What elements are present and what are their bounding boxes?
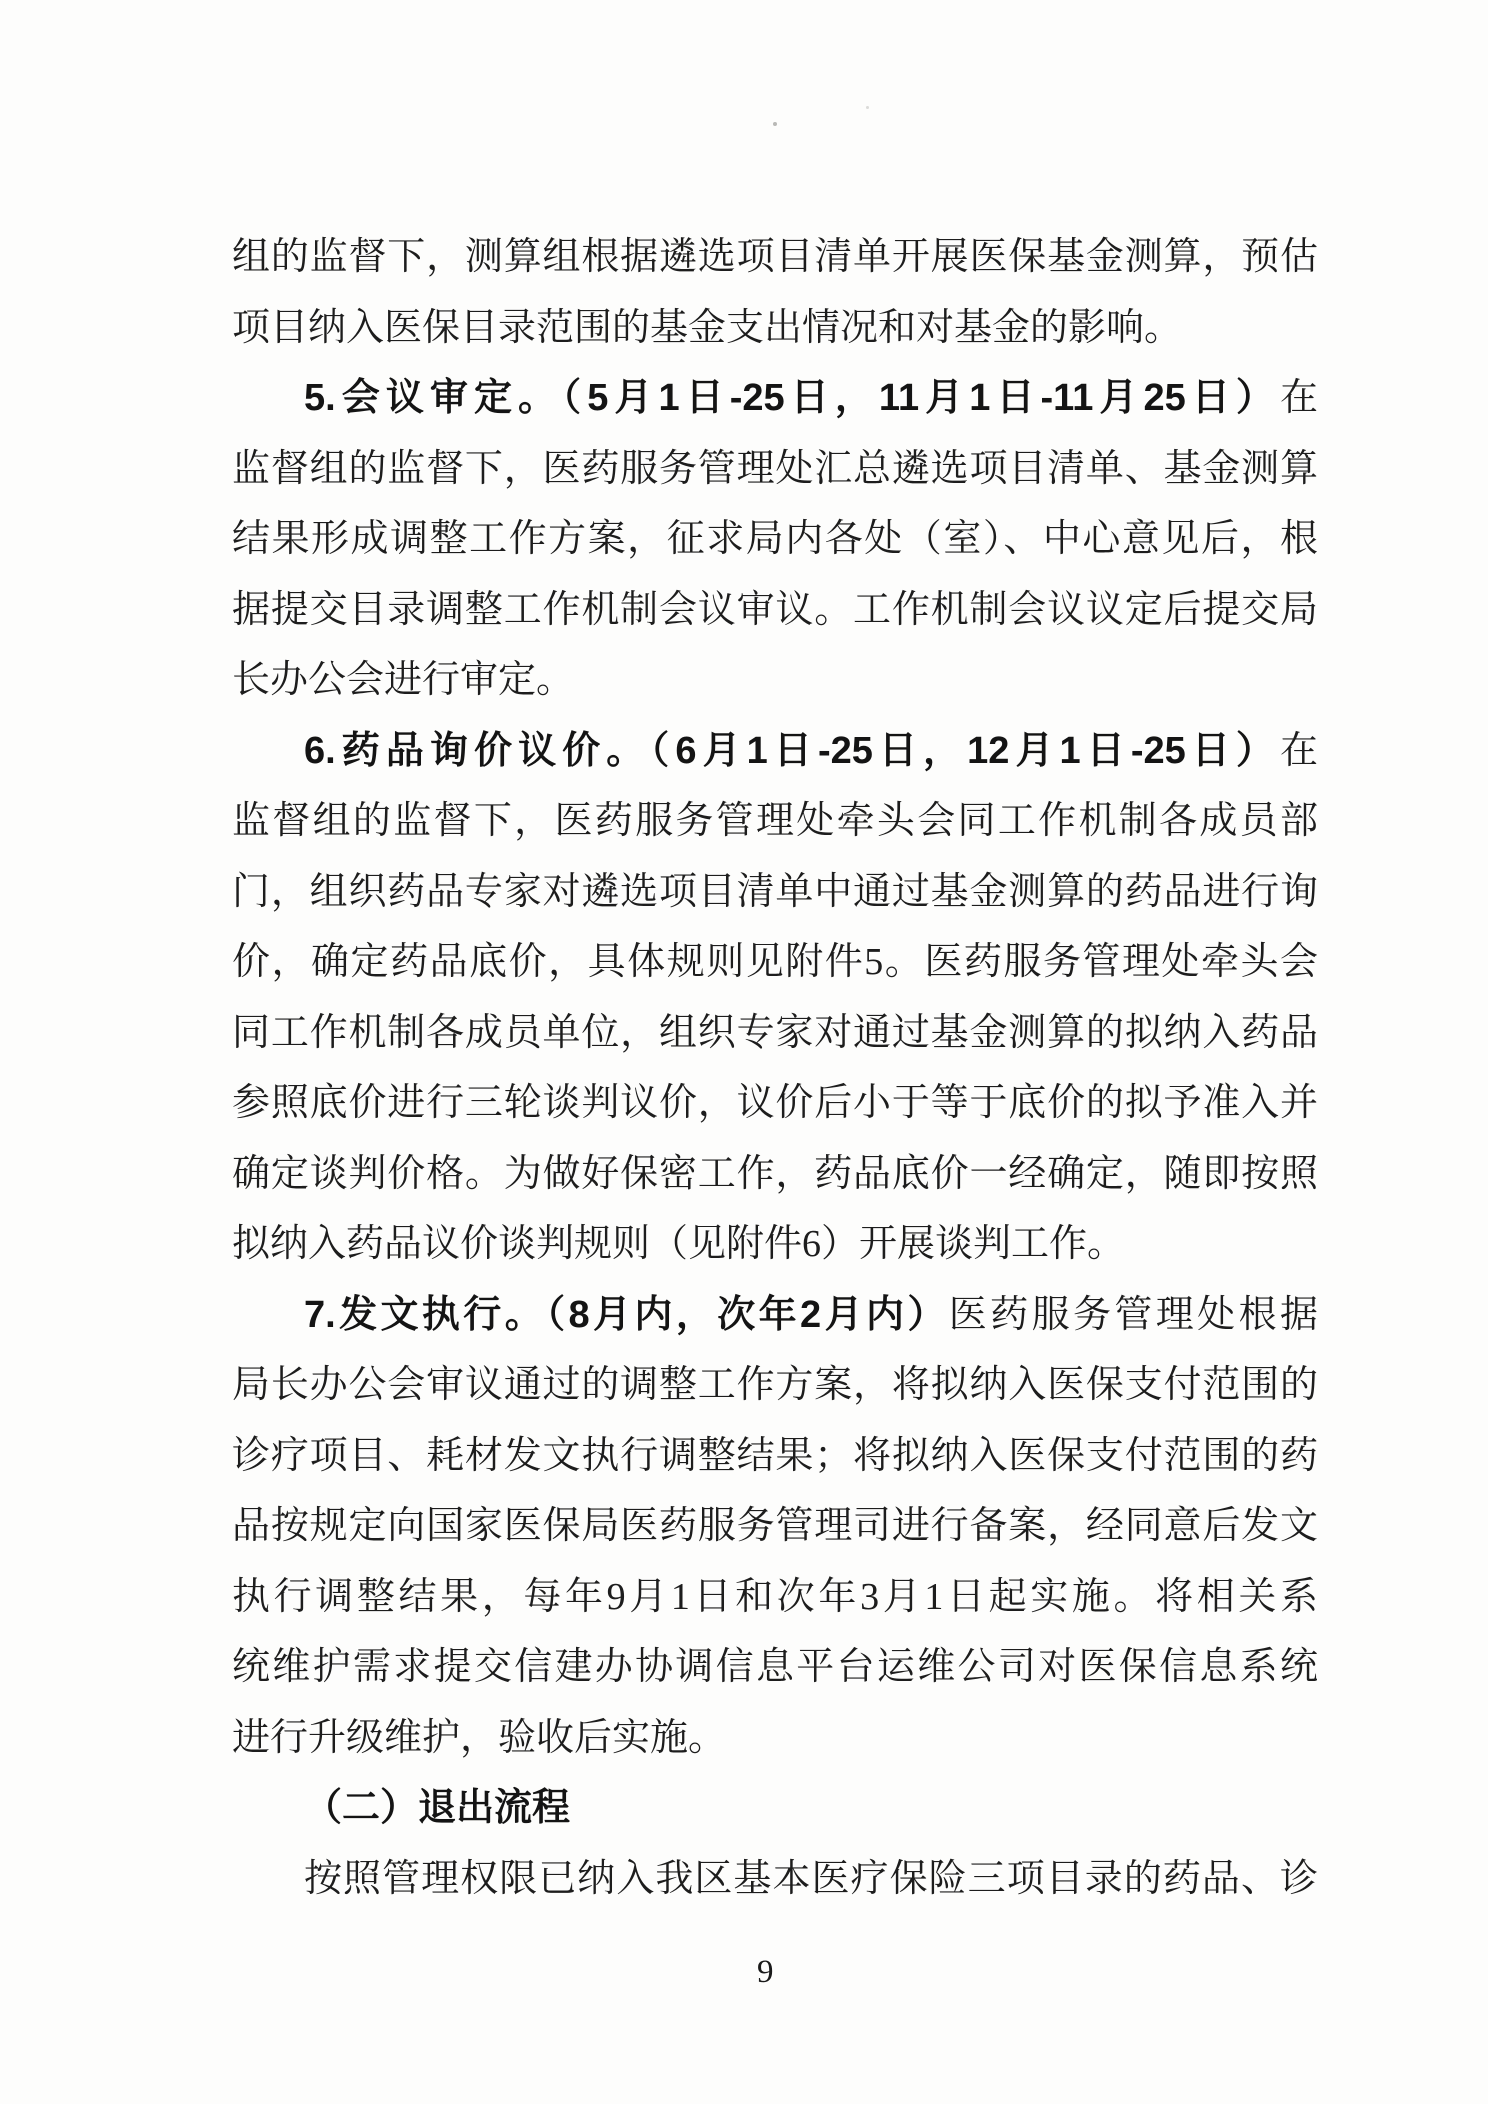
body-text-segment: 项目纳入医保目录范围的基金支出情况和对基金的影响。	[232, 306, 1183, 349]
page-number: 9	[757, 1954, 774, 1990]
body-text-segment: 结果形成调整工作方案，征求局内各处（室）、中心意见后，根	[232, 518, 1318, 560]
body-text-segment: 诊疗项目、耗材发文执行调整结果；将拟纳入医保支付范围的药	[232, 1434, 1318, 1477]
body-text-segment: 组的监督下，测算组根据遴选项目清单开展医保基金测算，预估	[232, 236, 1318, 278]
text-line	[232, 575, 1318, 646]
body-text-segment: 监督组的监督下，医药服务管理处汇总遴选项目清单、基金测算	[232, 447, 1318, 490]
body-text-segment: 同工作机制各成员单位，组织专家对通过基金测算的拟纳入药品	[232, 1011, 1318, 1054]
text-line	[232, 645, 1318, 716]
body-text-segment: 按照管理权限已纳入我区基本医疗保险三项目录的药品、诊	[304, 1857, 1318, 1900]
document-body	[232, 222, 1318, 1914]
body-text-segment: 拟纳入药品议价谈判规则（见附件6）开展谈判工作。	[232, 1223, 1126, 1265]
text-line	[232, 434, 1318, 505]
body-text-segment: 品按规定向国家医保局医药服务管理司进行备案，经同意后发文	[232, 1505, 1318, 1547]
bold-heading-segment: 6.药品询价议价。（6月1日-25日，12月1日-25日）	[304, 729, 1280, 772]
body-text-segment: 参照底价进行三轮谈判议价，议价后小于等于底价的拟予准入并	[232, 1082, 1318, 1124]
text-line	[232, 927, 1318, 998]
item-5-heading-line	[232, 363, 1318, 434]
text-line	[232, 998, 1318, 1069]
body-text-segment: 局长办公会审议通过的调整工作方案，将拟纳入医保支付范围的	[232, 1364, 1318, 1406]
body-text-segment: 长办公会进行审定。	[232, 659, 575, 701]
text-line	[232, 1139, 1318, 1210]
body-text-segment: 在	[1279, 729, 1318, 772]
body-text-segment: 医药服务管理处根据	[948, 1293, 1318, 1336]
body-text-segment: 统维护需求提交信建办协调信息平台运维公司对医保信息系统	[232, 1646, 1318, 1688]
text-line	[232, 1632, 1318, 1703]
text-line	[232, 1844, 1318, 1915]
item-6-heading-line	[232, 716, 1318, 787]
text-line	[232, 857, 1318, 928]
body-text-segment: 在	[1279, 377, 1318, 419]
text-line	[232, 1068, 1318, 1139]
subsection-2-heading-line	[232, 1773, 1318, 1844]
text-line	[232, 1491, 1318, 1562]
text-line	[232, 1421, 1318, 1492]
body-text-segment: 门，组织药品专家对遴选项目清单中通过基金测算的药品进行询	[232, 870, 1318, 913]
bold-heading-segment: 7.发文执行。（8月内，次年2月内）	[304, 1293, 949, 1336]
item-7-heading-line	[232, 1280, 1318, 1351]
text-line	[232, 293, 1318, 364]
text-line	[232, 786, 1318, 857]
body-text-segment: 监督组的监督下，医药服务管理处牵头会同工作机制各成员部	[232, 800, 1318, 842]
text-line	[232, 1350, 1318, 1421]
bold-heading-segment: 5.会议审定。（5月1日-25日，11月1日-11月25日）	[304, 377, 1280, 419]
bold-heading-segment: （二）退出流程	[304, 1787, 571, 1829]
scan-speck	[773, 122, 777, 126]
text-line	[232, 1209, 1318, 1280]
text-line	[232, 1562, 1318, 1633]
body-text-segment: 进行升级维护，验收后实施。	[232, 1716, 727, 1759]
body-text-segment: 价，确定药品底价，具体规则见附件5。医药服务管理处牵头会	[232, 941, 1318, 983]
body-text-segment: 据提交目录调整工作机制会议审议。工作机制会议议定后提交局	[232, 588, 1318, 631]
text-line	[232, 222, 1318, 293]
body-text-segment: 确定谈判价格。为做好保密工作，药品底价一经确定，随即按照	[232, 1152, 1318, 1195]
text-line	[232, 504, 1318, 575]
text-line	[232, 1703, 1318, 1774]
scan-speck	[866, 106, 869, 109]
body-text-segment: 执行调整结果，每年9月1日和次年3月1日起实施。将相关系	[232, 1575, 1318, 1618]
